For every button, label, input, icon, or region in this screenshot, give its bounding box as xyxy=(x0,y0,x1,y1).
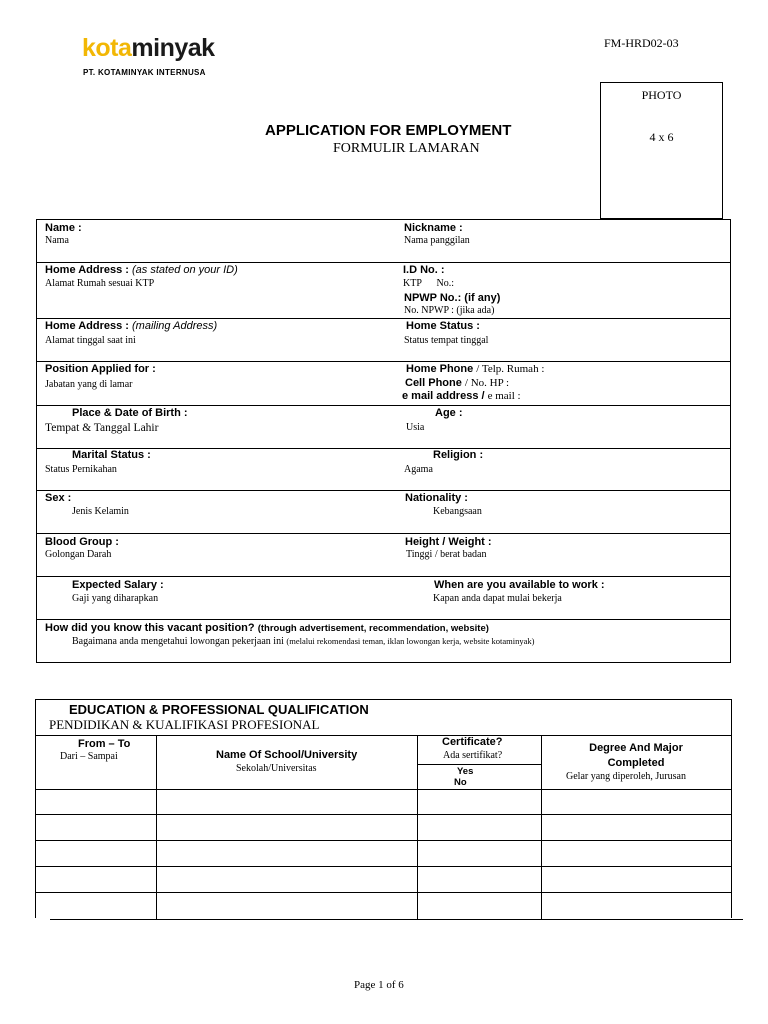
marital-label: Marital Status : xyxy=(72,449,151,461)
education-subtitle: PENDIDIKAN & KUALIFIKASI PROFESIONAL xyxy=(49,717,320,732)
footer-divider xyxy=(50,919,743,920)
birth-label: Place & Date of Birth : xyxy=(72,407,188,419)
cert-yes: Yes xyxy=(457,766,474,777)
home-phone-label: Home Phone / Telp. Rumah : xyxy=(406,363,545,375)
home-status-label: Home Status : xyxy=(406,320,480,332)
name-sub: Nama xyxy=(45,235,69,246)
religion-label: Religion : xyxy=(433,449,484,461)
education-title: EDUCATION & PROFESSIONAL QUALIFICATION xyxy=(69,702,369,717)
col-degree-sub: Gelar yang diperoleh, Jurusan xyxy=(566,771,686,782)
name-label: Name : xyxy=(45,222,82,234)
npwp-sub: No. NPWP : (jika ada) xyxy=(404,305,495,316)
nickname-sub: Nama panggilan xyxy=(404,235,470,246)
company-logo: kotaminyak xyxy=(82,34,215,62)
photo-label: PHOTO xyxy=(641,88,682,102)
home-address-label: Home Address : (as stated on your ID) xyxy=(45,264,238,276)
home-address-sub: Alamat Rumah sesuai KTP xyxy=(45,278,155,289)
photo-box xyxy=(600,82,723,219)
mailing-address-label: Home Address : (mailing Address) xyxy=(45,320,218,332)
position-sub: Jabatan yang di lamar xyxy=(45,379,133,390)
vacancy-sub: Bagaimana anda mengetahui lowongan pekerjaan ini (melalui rekomendasi teman, iklan lowongan kerja, website kotaminyak) xyxy=(72,636,535,647)
page-subtitle: FORMULIR LAMARAN xyxy=(333,141,480,156)
id-no-label: I.D No. : xyxy=(403,264,445,276)
sex-label: Sex : xyxy=(45,492,72,504)
photo-size: 4 x 6 xyxy=(649,130,674,144)
age-label: Age : xyxy=(435,407,463,419)
page-title: APPLICATION FOR EMPLOYMENT xyxy=(265,122,512,139)
marital-sub: Status Pernikahan xyxy=(45,464,117,475)
personal-info-table xyxy=(36,219,731,663)
available-label: When are you available to work : xyxy=(434,579,605,591)
blood-sub: Golongan Darah xyxy=(45,549,112,560)
salary-label: Expected Salary : xyxy=(72,579,164,591)
col-school-sub: Sekolah/Universitas xyxy=(236,763,317,774)
nationality-sub: Kebangsaan xyxy=(433,506,482,517)
cell-phone-label: Cell Phone / No. HP : xyxy=(405,377,510,389)
npwp-label: NPWP No.: (if any) xyxy=(404,292,501,304)
col-cert-header: Certificate? xyxy=(442,736,503,748)
id-no-sub: KTP No.: xyxy=(403,278,455,289)
home-status-sub: Status tempat tinggal xyxy=(404,335,489,346)
mailing-address-sub: Alamat tinggal saat ini xyxy=(45,335,136,346)
col-school-header: Name Of School/University xyxy=(216,749,358,761)
nickname-label: Nickname : xyxy=(404,222,463,234)
sex-sub: Jenis Kelamin xyxy=(72,506,129,517)
blood-label: Blood Group : xyxy=(45,536,119,548)
vacancy-label: How did you know this vacant position? (through advertisement, recommendation, website) xyxy=(45,622,489,634)
height-sub: Tinggi / berat badan xyxy=(406,549,487,560)
col-from-sub: Dari – Sampai xyxy=(60,751,118,762)
col-cert-sub: Ada sertifikat? xyxy=(443,750,503,761)
nationality-label: Nationality : xyxy=(405,492,468,504)
col-degree-header: Degree And Major Completed xyxy=(589,742,683,769)
email-label: e mail address / e mail : xyxy=(402,390,521,402)
col-from-header: From – To xyxy=(78,738,131,750)
education-table xyxy=(35,699,732,918)
position-label: Position Applied for : xyxy=(45,363,156,375)
company-name: PT. KOTAMINYAK INTERNUSA xyxy=(83,68,206,77)
salary-sub: Gaji yang diharapkan xyxy=(72,593,159,604)
available-sub: Kapan anda dapat mulai bekerja xyxy=(433,593,562,604)
height-label: Height / Weight : xyxy=(405,536,492,548)
age-sub: Usia xyxy=(406,422,425,433)
page-number: Page 1 of 6 xyxy=(354,979,404,991)
birth-sub: Tempat & Tanggal Lahir xyxy=(45,422,159,434)
religion-sub: Agama xyxy=(404,464,433,475)
cert-no: No xyxy=(454,777,467,788)
form-code: FM-HRD02-03 xyxy=(604,36,679,50)
